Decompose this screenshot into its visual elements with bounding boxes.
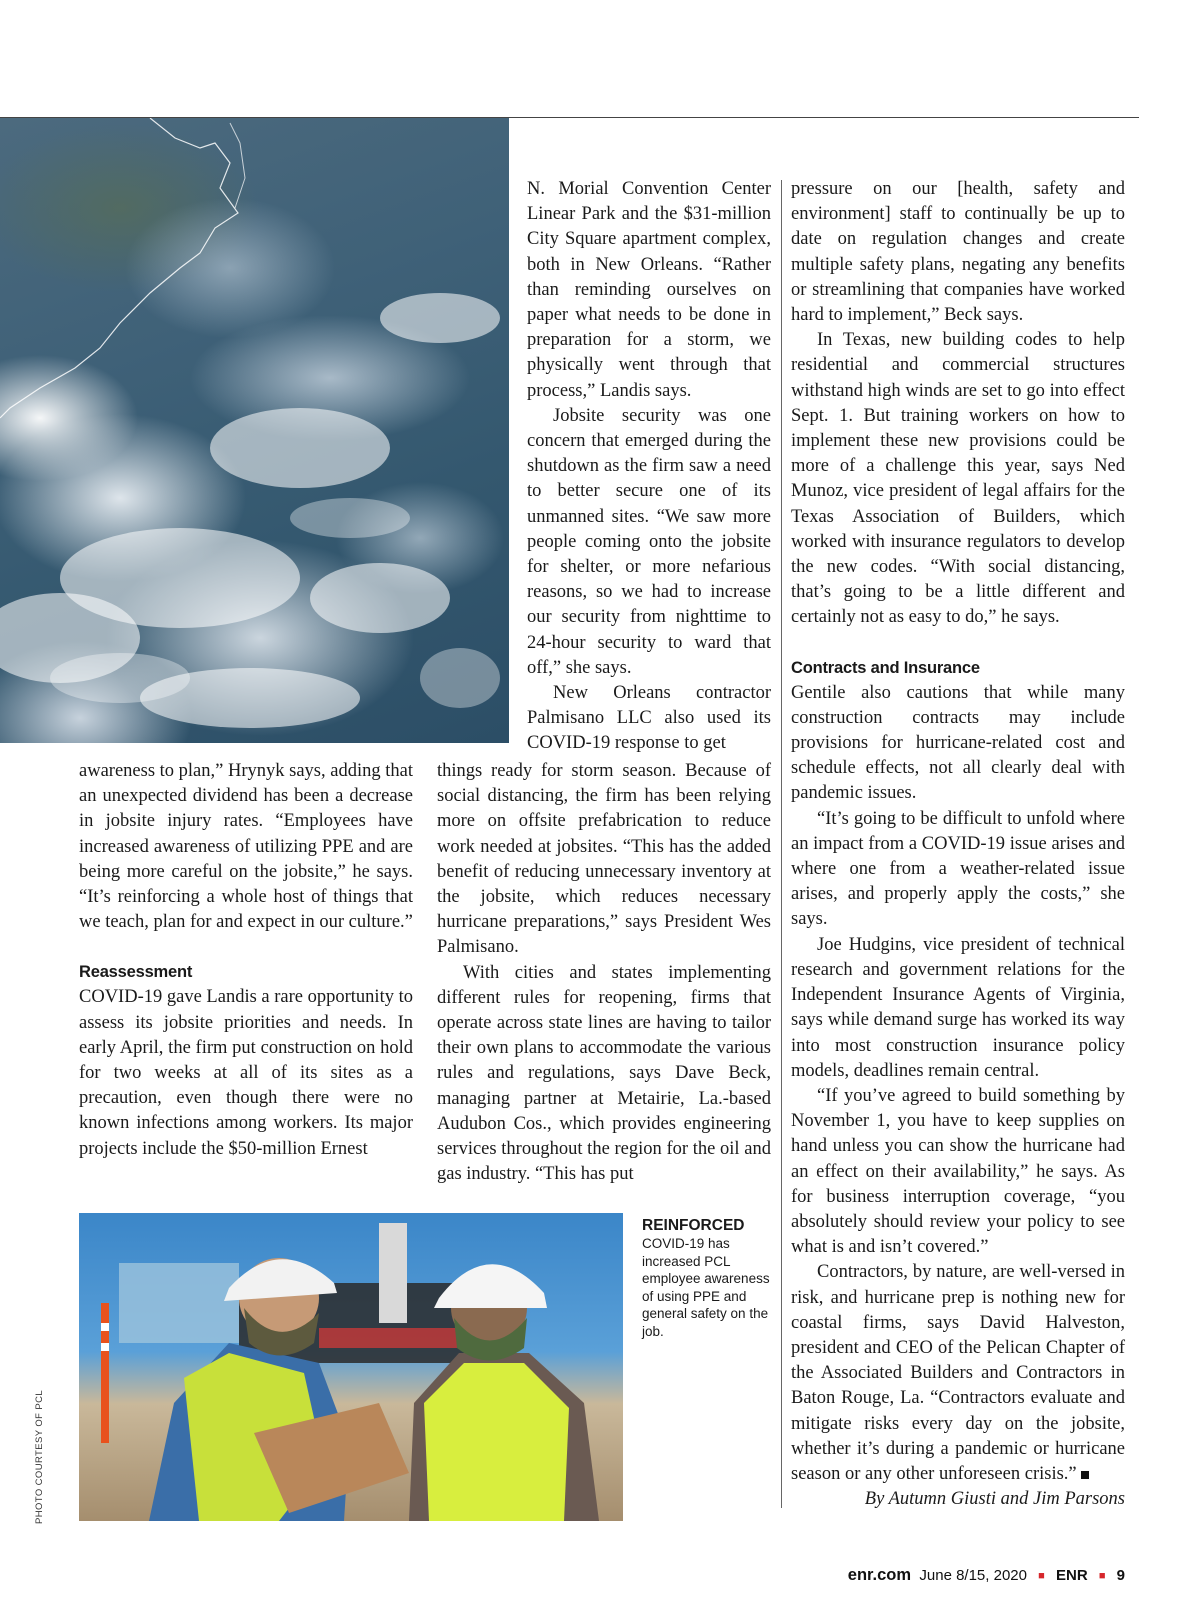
- footer-magazine: ENR: [1055, 1567, 1088, 1584]
- body-paragraph: In Texas, new building codes to help residential and commercial structures withstand high winds are set to go into effect Sept. 1. But training workers on how to implement these new provisions could be more of a challenge this year, says Ned Munoz, vice president of legal affairs for the Texas Association of Builders, which worked with insurance regulators to develop the new codes. “With social distancing, that’s going to be a little different and certainly not as easy to do,” he says.: [791, 330, 1125, 628]
- body-paragraph: “It’s going to be difficult to unfold where an impact from a COVID-19 issue arises and where one from a weather-related issue arises, and properly apply the costs,” she says.: [791, 808, 1125, 930]
- final-paragraph-text: Contractors, by nature, are well-versed in risk, and hurricane prep is nothing new for coastal firms, says David Halveston, president and CEO of the Pelican Chapter of the Associated Builders and Contractors in Baton Rouge, La. “Contractors evaluate and mitigate risks every day on the jobsite, whether it’s during a pandemic or hurricane season or any other unforeseen crisis.”: [791, 1262, 1125, 1484]
- separator-square-icon: ■: [1038, 1570, 1045, 1582]
- page-footer: [848, 1566, 1125, 1585]
- body-paragraph-final: [791, 1260, 1125, 1487]
- photo-caption: [642, 1216, 772, 1341]
- column-3: [791, 177, 1125, 1512]
- byline: By Autumn Giusti and Jim Parsons: [864, 1489, 1125, 1510]
- body-paragraph: New Orleans contractor Palmisano LLC also used its COVID-19 response to get: [527, 683, 771, 754]
- column-2-top: [527, 177, 771, 757]
- column-2-bottom: [437, 759, 771, 1187]
- paragraph-spacer: [79, 935, 413, 960]
- footer-site: enr.com: [847, 1566, 912, 1584]
- separator-square-icon: ■: [1098, 1570, 1106, 1582]
- body-paragraph: Joe Hudgins, vice president of technical research and government relations for the Independent Insurance Agents of Virginia, says while demand surge has worked its way into most construction insurance policy models, deadlines remain central.: [791, 934, 1125, 1081]
- body-paragraph: “If you’ve agreed to build something by November 1, you have to keep supplies on hand unless you can show the hurricane had an effect on their availability,” he says. As for business interruption coverage, “you absolutely should review your policy to see what is and isn’t covered.”: [791, 1085, 1125, 1258]
- footer-date: June 8/15, 2020: [919, 1567, 1027, 1584]
- body-paragraph: With cities and states implementing different rules for reopening, firms that operate across state lines are having to tailor their own plans to accommodate the various rules and regulations, says Dave Beck, managing partner at Metairie, La.-based Audubon Cos., which provides engineering services throughout the region for the oil and gas industry. “This has put: [437, 962, 771, 1185]
- body-paragraph: Gentile also cautions that while many construction contracts may include provisions for hurricane-related cost and schedule effects, not all clearly deal with pandemic issues.: [791, 682, 1125, 804]
- body-paragraph: pressure on our [health, safety and environment] staff to continually be up to date on regulation changes and create multiple safety plans, negating any benefits or streamlining that companies have worked hard to implement,” Beck says.: [791, 179, 1125, 326]
- end-mark-icon: [1081, 1471, 1089, 1479]
- workers-photo: [79, 1213, 623, 1521]
- paragraph-spacer: [791, 631, 1125, 656]
- body-paragraph: things ready for storm season. Because of social distancing, the firm has been relying more on offsite prefabrication to reduce work needed at jobsites. “This has the added benefit of reducing unnecessary inventory at the jobsite, which reduces necessary hurricane preparations,” says President Wes Palmisano.: [437, 761, 771, 958]
- page-number: 9: [1116, 1567, 1125, 1584]
- satellite-hurricane-image: [0, 118, 509, 743]
- body-paragraph: awareness to plan,” Hrynyk says, adding that an unexpected dividend has been a decrease in jobsite injury rates. “Employees have increased awareness of utilizing PPE and are being more careful on the jobsite,” he says. “It’s reinforcing a whole host of things that we teach, plan for and expect in our culture.”: [79, 761, 413, 933]
- body-paragraph: N. Morial Convention Center Linear Park and the $31-million City Square apartment complex, both in New Orleans. “Rather than reminding ourselves on paper what needs to be done in preparation for a storm, we physically went through that process,” Landis says.: [527, 179, 771, 401]
- section-heading-reassessment: Reassessment: [79, 963, 193, 982]
- body-paragraph: Jobsite security was one concern that emerged during the shutdown as the firm saw a need to better secure one of its unmanned sites. “We saw more people coming onto the jobsite for shelter, or more nefarious reasons, so we had to increase our security from nighttime to 24-hour security to ward that off,” she says.: [527, 405, 771, 678]
- caption-heading: REINFORCED: [642, 1217, 745, 1234]
- body-paragraph: COVID-19 gave Landis a rare opportunity to assess its jobsite priorities and needs. In early April, the firm put construction on hold for two weeks at all of its sites as a precaution, even though there were no known infections among workers. Its major projects include the $50-million Ernest: [79, 987, 413, 1159]
- column-divider: [781, 180, 782, 1508]
- section-heading-contracts-insurance: Contracts and Insurance: [791, 658, 980, 677]
- caption-text: COVID-19 has increased PCL employee awareness of using PPE and general safety on the job.: [642, 1236, 770, 1339]
- column-1: [79, 759, 413, 1162]
- photo-credit: PHOTO COURTESY OF PCL: [34, 1389, 45, 1524]
